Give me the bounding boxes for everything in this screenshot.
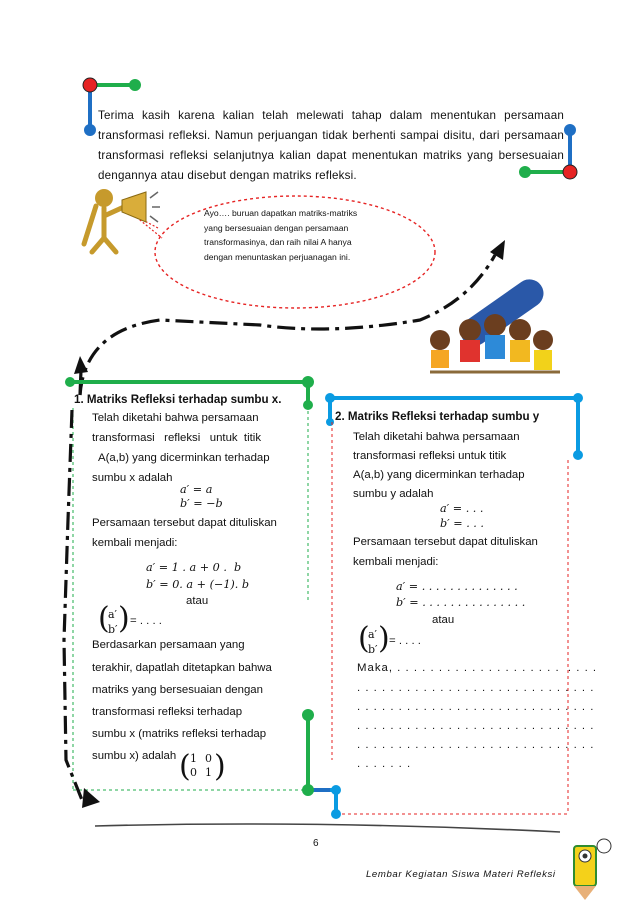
megaphone-figure bbox=[84, 189, 160, 252]
footer-caption: Lembar Kegiatan Siswa Materi Refleksi bbox=[366, 869, 556, 880]
vector-answer-blank[interactable]: = . . . . bbox=[130, 615, 162, 627]
matrix-cell: 0 bbox=[205, 752, 212, 765]
equation: a′ = a bbox=[180, 483, 213, 496]
left-paren: ( bbox=[179, 749, 191, 784]
section-title: 1. Matriks Refleksi terhadap sumbu x. bbox=[74, 393, 282, 406]
text-line: Persamaan tersebut dapat dituliskan bbox=[353, 536, 538, 548]
text-line: terakhir, dapatlah ditetapkan bahwa bbox=[92, 662, 272, 674]
green-dot bbox=[129, 79, 141, 91]
section-title: 2. Matriks Refleksi terhadap sumbu y bbox=[335, 410, 540, 423]
equation-blank[interactable]: a′ = . . . . . . . . . . . . . . bbox=[396, 580, 518, 593]
equation-blank[interactable]: b′ = . . . bbox=[440, 517, 484, 530]
equation-blank[interactable]: a′ = . . . bbox=[440, 502, 484, 515]
text-line: sumbu x adalah bbox=[92, 472, 173, 484]
text-line: A(a,b) yang dicerminkan terhadap bbox=[353, 469, 525, 481]
text-line: transformasi refleksi untuk titik bbox=[353, 450, 507, 462]
intro-paragraph: Terima kasih karena kalian telah melewati tahap dalam menentukan persamaan transformasi refleksi. Namun perjuangan tidak berhenti sampai disitu, dari persamaan transformasi refleksi selanjutnya kalian dapat menentukan matriks yang bersesuaian dengannya atau disebut dengan matriks refleksi. bbox=[98, 109, 564, 182]
text-line: kembali menjadi: bbox=[353, 556, 439, 568]
vector-bottom: b′ bbox=[108, 623, 118, 636]
text-line: matriks yang bersesuaian dengan bbox=[92, 684, 263, 696]
speech-bubble-text: Ayo…. buruan dapatkan matriks-matriks yang bersesuaian dengan persamaan transformasinya, dan raih nilai A hanya dengan menuntaskan perjuanagan ini. bbox=[204, 208, 358, 262]
equation: b′ = 0. a + (−1). b bbox=[146, 578, 250, 591]
red-dot bbox=[563, 165, 577, 179]
blue-dot bbox=[84, 124, 96, 136]
answer-line[interactable]: . . . . . . . bbox=[357, 758, 412, 770]
matrix-cell: 0 bbox=[190, 766, 197, 779]
red-dot bbox=[83, 78, 97, 92]
text-line: sumbu x (matriks refleksi terhadap bbox=[92, 728, 267, 740]
answer-line[interactable]: . . . . . . . . . . . . . . . . . . . . . . . . . . . . . bbox=[357, 701, 595, 713]
footer-rule bbox=[95, 824, 560, 832]
answer-line[interactable]: . . . . . . . . . . . . . . . . . . . . . . . . . . . . . bbox=[357, 682, 595, 694]
children-illustration bbox=[430, 274, 560, 372]
left-paren: ( bbox=[358, 621, 370, 656]
left-paren: ( bbox=[98, 601, 110, 636]
page-number: 6 bbox=[313, 838, 319, 849]
equation-blank[interactable]: b′ = . . . . . . . . . . . . . . . bbox=[396, 596, 526, 609]
vector-top: a′ bbox=[108, 608, 118, 621]
text-line: atau bbox=[186, 595, 209, 607]
vector-answer-blank[interactable]: = . . . . bbox=[389, 635, 421, 647]
text-line: atau bbox=[432, 614, 455, 626]
pencil-mascot-icon bbox=[574, 839, 611, 900]
answer-line[interactable]: . . . . . . . . . . . . . . . . . . . . . . . . . . . . . bbox=[357, 720, 595, 732]
blue-dot bbox=[564, 124, 576, 136]
vector-top: a′ bbox=[368, 628, 378, 641]
text-line: Berdasarkan persamaan yang bbox=[92, 639, 245, 651]
text-line: transformasi refleksi terhadap bbox=[92, 706, 243, 718]
vector-bottom: b′ bbox=[368, 643, 378, 656]
answer-line[interactable]: Maka, . . . . . . . . . . . . . . . . . . . . . . . . bbox=[357, 662, 598, 674]
equation: b′ = −b bbox=[180, 497, 223, 510]
right-paren: ) bbox=[118, 601, 130, 636]
answer-line[interactable]: . . . . . . . . . . . . . . . . . . . . . . . . . . . . . bbox=[357, 739, 595, 751]
text-line: A(a,b) yang dicerminkan terhadap bbox=[98, 452, 270, 464]
text-line: Telah diketahi bahwa persamaan bbox=[92, 412, 259, 424]
equation: a′ = 1 . a + 0 . b bbox=[146, 561, 242, 574]
text-line: transformasi refleksi untuk titik bbox=[92, 432, 262, 444]
dashed-arrow-path bbox=[80, 255, 495, 395]
text-line: sumbu x) adalah bbox=[92, 750, 177, 762]
matrix-cell: 1 bbox=[190, 752, 197, 765]
right-paren: ) bbox=[378, 621, 390, 656]
text-line: Persamaan tersebut dapat dituliskan bbox=[92, 517, 277, 529]
text-line: sumbu y adalah bbox=[353, 488, 434, 500]
text-line: Telah diketahi bahwa persamaan bbox=[353, 431, 520, 443]
matrix-cell: 1 bbox=[205, 766, 212, 779]
right-paren: ) bbox=[214, 749, 226, 784]
text-line: kembali menjadi: bbox=[92, 537, 178, 549]
